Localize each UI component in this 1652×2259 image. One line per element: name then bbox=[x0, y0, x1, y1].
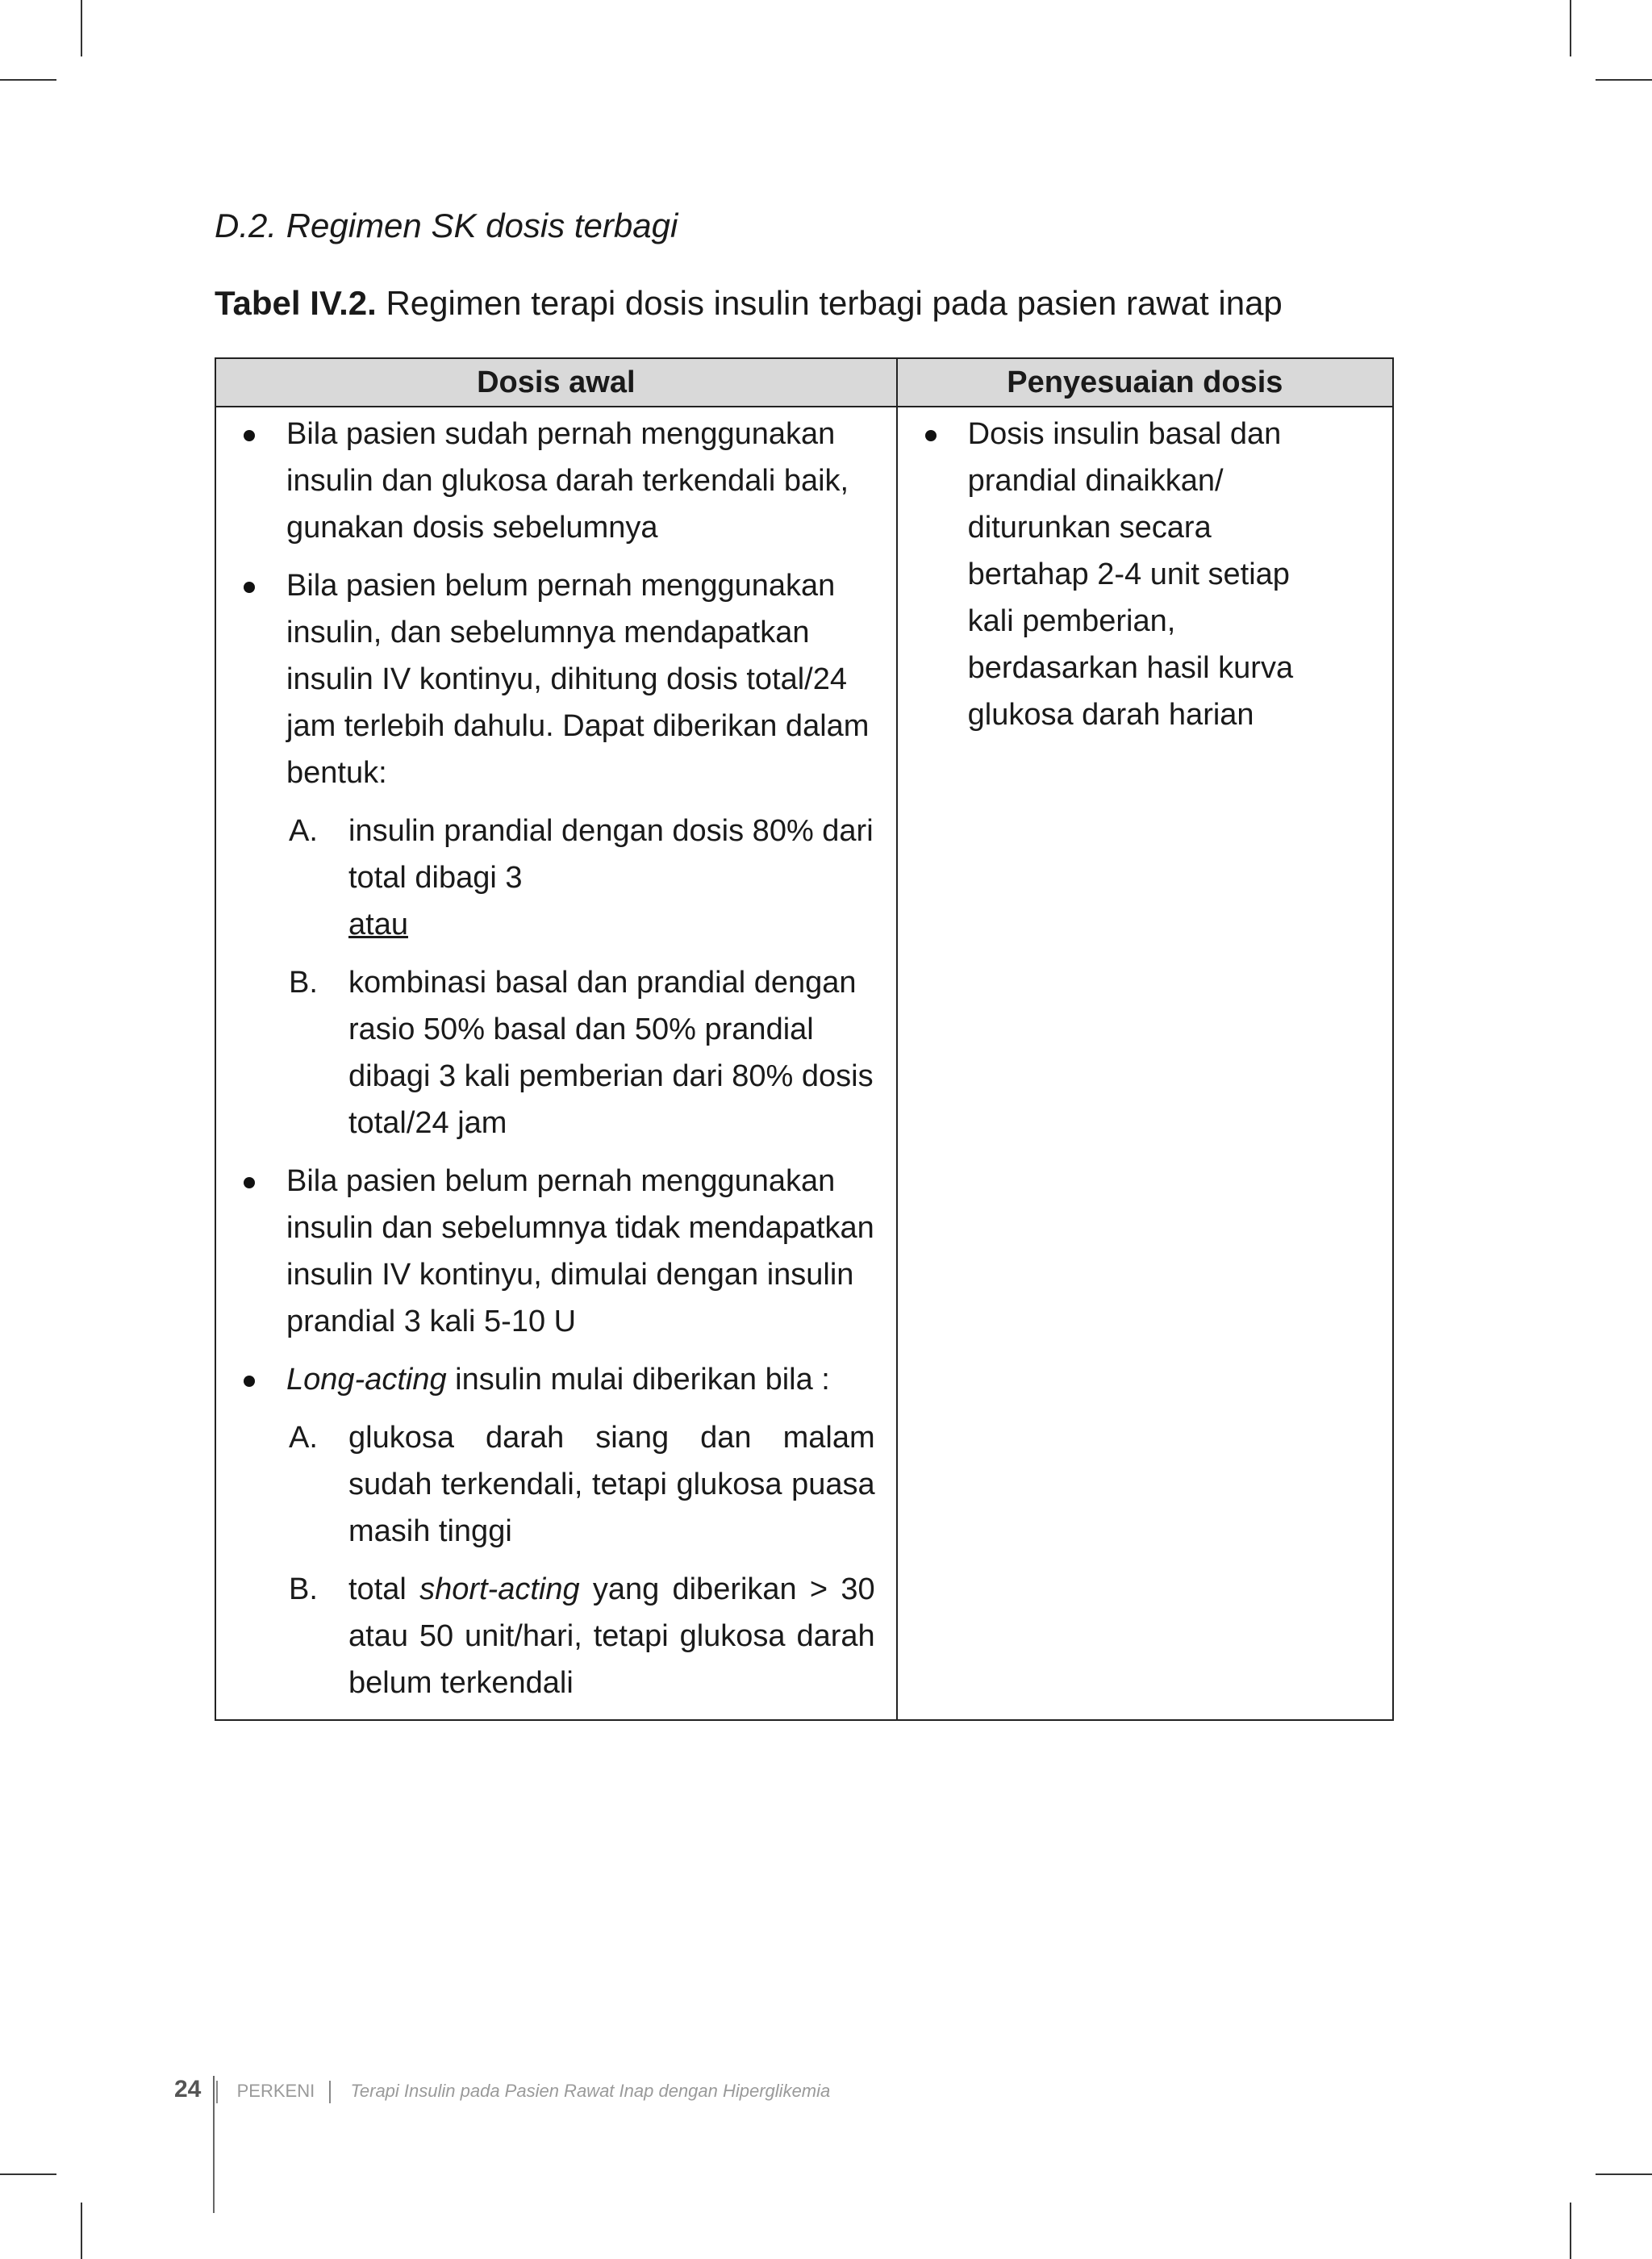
item-text: insulin mulai diberikan bila : bbox=[446, 1363, 830, 1397]
bullet-icon bbox=[244, 1376, 255, 1387]
footer-book-title: Terapi Insulin pada Pasien Rawat Inap dengan Hiperglikemia bbox=[350, 2081, 831, 2101]
sub-list-item bbox=[286, 1566, 875, 1706]
cell-penyesuaian-dosis bbox=[897, 407, 1393, 1720]
cell-dosis-awal bbox=[215, 407, 897, 1720]
sub-list bbox=[286, 808, 875, 1146]
bullet-icon bbox=[925, 430, 937, 441]
item-text: Bila pasien belum pernah menggunakan insulin, dan sebelumnya mendapatkan insulin IV kontinyu, dihitung dosis total/24 jam terlebih dahulu. Dapat diberikan dalam bentuk: bbox=[286, 569, 870, 790]
table-header-row bbox=[215, 358, 1393, 407]
list-item bbox=[232, 562, 875, 1146]
sub-marker: B. bbox=[289, 966, 318, 1000]
crop-mark bbox=[1570, 0, 1571, 56]
sub-item-text: glukosa darah siang dan malam sudah terkendali, tetapi glukosa puasa masih tinggi bbox=[348, 1421, 875, 1548]
footer-separator bbox=[216, 2081, 218, 2103]
table-row bbox=[215, 407, 1393, 1720]
crop-mark bbox=[1596, 79, 1652, 81]
sub-item-text: kombinasi basal dan prandial dengan rasio 50% basal dan 50% prandial dibagi 3 kali pemberian dari 80% dosis total/24 jam bbox=[348, 966, 874, 1140]
bullet-icon bbox=[244, 582, 255, 593]
page-footer bbox=[174, 2076, 830, 2103]
list-item bbox=[914, 411, 1323, 738]
sub-list-item bbox=[286, 959, 875, 1146]
sub-item-text: total bbox=[348, 1572, 420, 1606]
item-text-italic: Long-acting bbox=[286, 1363, 447, 1397]
sub-item-italic: short-acting bbox=[419, 1572, 580, 1606]
list-item bbox=[232, 1158, 875, 1345]
dosis-awal-list bbox=[232, 411, 875, 1706]
insulin-regimen-table bbox=[215, 357, 1394, 1721]
sub-marker: A. bbox=[289, 814, 318, 848]
header-penyesuaian-dosis: Penyesuaian dosis bbox=[897, 358, 1393, 407]
crop-mark bbox=[81, 0, 82, 56]
bullet-icon bbox=[244, 1177, 255, 1188]
penyesuaian-list bbox=[914, 411, 1371, 738]
footer-org: PERKENI bbox=[236, 2081, 315, 2101]
sub-list bbox=[286, 1414, 875, 1706]
table-caption bbox=[215, 284, 1283, 323]
sub-list-item bbox=[286, 1414, 875, 1555]
section-title: D.2. Regimen SK dosis terbagi bbox=[215, 207, 678, 244]
page-number: 24 bbox=[174, 2076, 202, 2102]
crop-mark bbox=[0, 2173, 56, 2175]
crop-mark bbox=[0, 79, 56, 81]
list-item bbox=[232, 1356, 875, 1706]
sub-item-text: insulin prandial dengan dosis 80% dari total dibagi 3 bbox=[348, 814, 874, 895]
item-text: Bila pasien sudah pernah menggunakan insulin dan glukosa darah terkendali baik, gunakan dosis sebelumnya bbox=[286, 417, 849, 545]
crop-mark bbox=[1570, 2203, 1571, 2259]
sub-list-item bbox=[286, 808, 875, 948]
table-caption-number: Tabel IV.2. bbox=[215, 284, 377, 322]
item-text: Dosis insulin basal dan prandial dinaikkan/ diturunkan secara bertahap 2-4 unit setiap kali pemberian, berdasarkan hasil kurva glukosa darah harian bbox=[967, 417, 1294, 732]
header-dosis-awal: Dosis awal bbox=[215, 358, 897, 407]
table-caption-text: Regimen terapi dosis insulin terbagi pada pasien rawat inap bbox=[386, 284, 1283, 322]
sub-item-text: yang diberikan > 30 atau 50 unit/hari, tetapi glukosa darah belum terkendali bbox=[348, 1572, 875, 1700]
sub-item-atau: atau bbox=[348, 908, 408, 942]
crop-mark bbox=[1596, 2173, 1652, 2175]
crop-mark bbox=[81, 2203, 82, 2259]
bullet-icon bbox=[244, 430, 255, 441]
item-text: Bila pasien belum pernah menggunakan insulin dan sebelumnya tidak mendapatkan insulin IV kontinyu, dimulai dengan insulin prandial 3 kali 5-10 U bbox=[286, 1164, 874, 1338]
sub-marker: A. bbox=[289, 1421, 318, 1455]
footer-separator bbox=[329, 2081, 331, 2103]
sub-marker: B. bbox=[289, 1572, 318, 1606]
list-item bbox=[232, 411, 875, 551]
